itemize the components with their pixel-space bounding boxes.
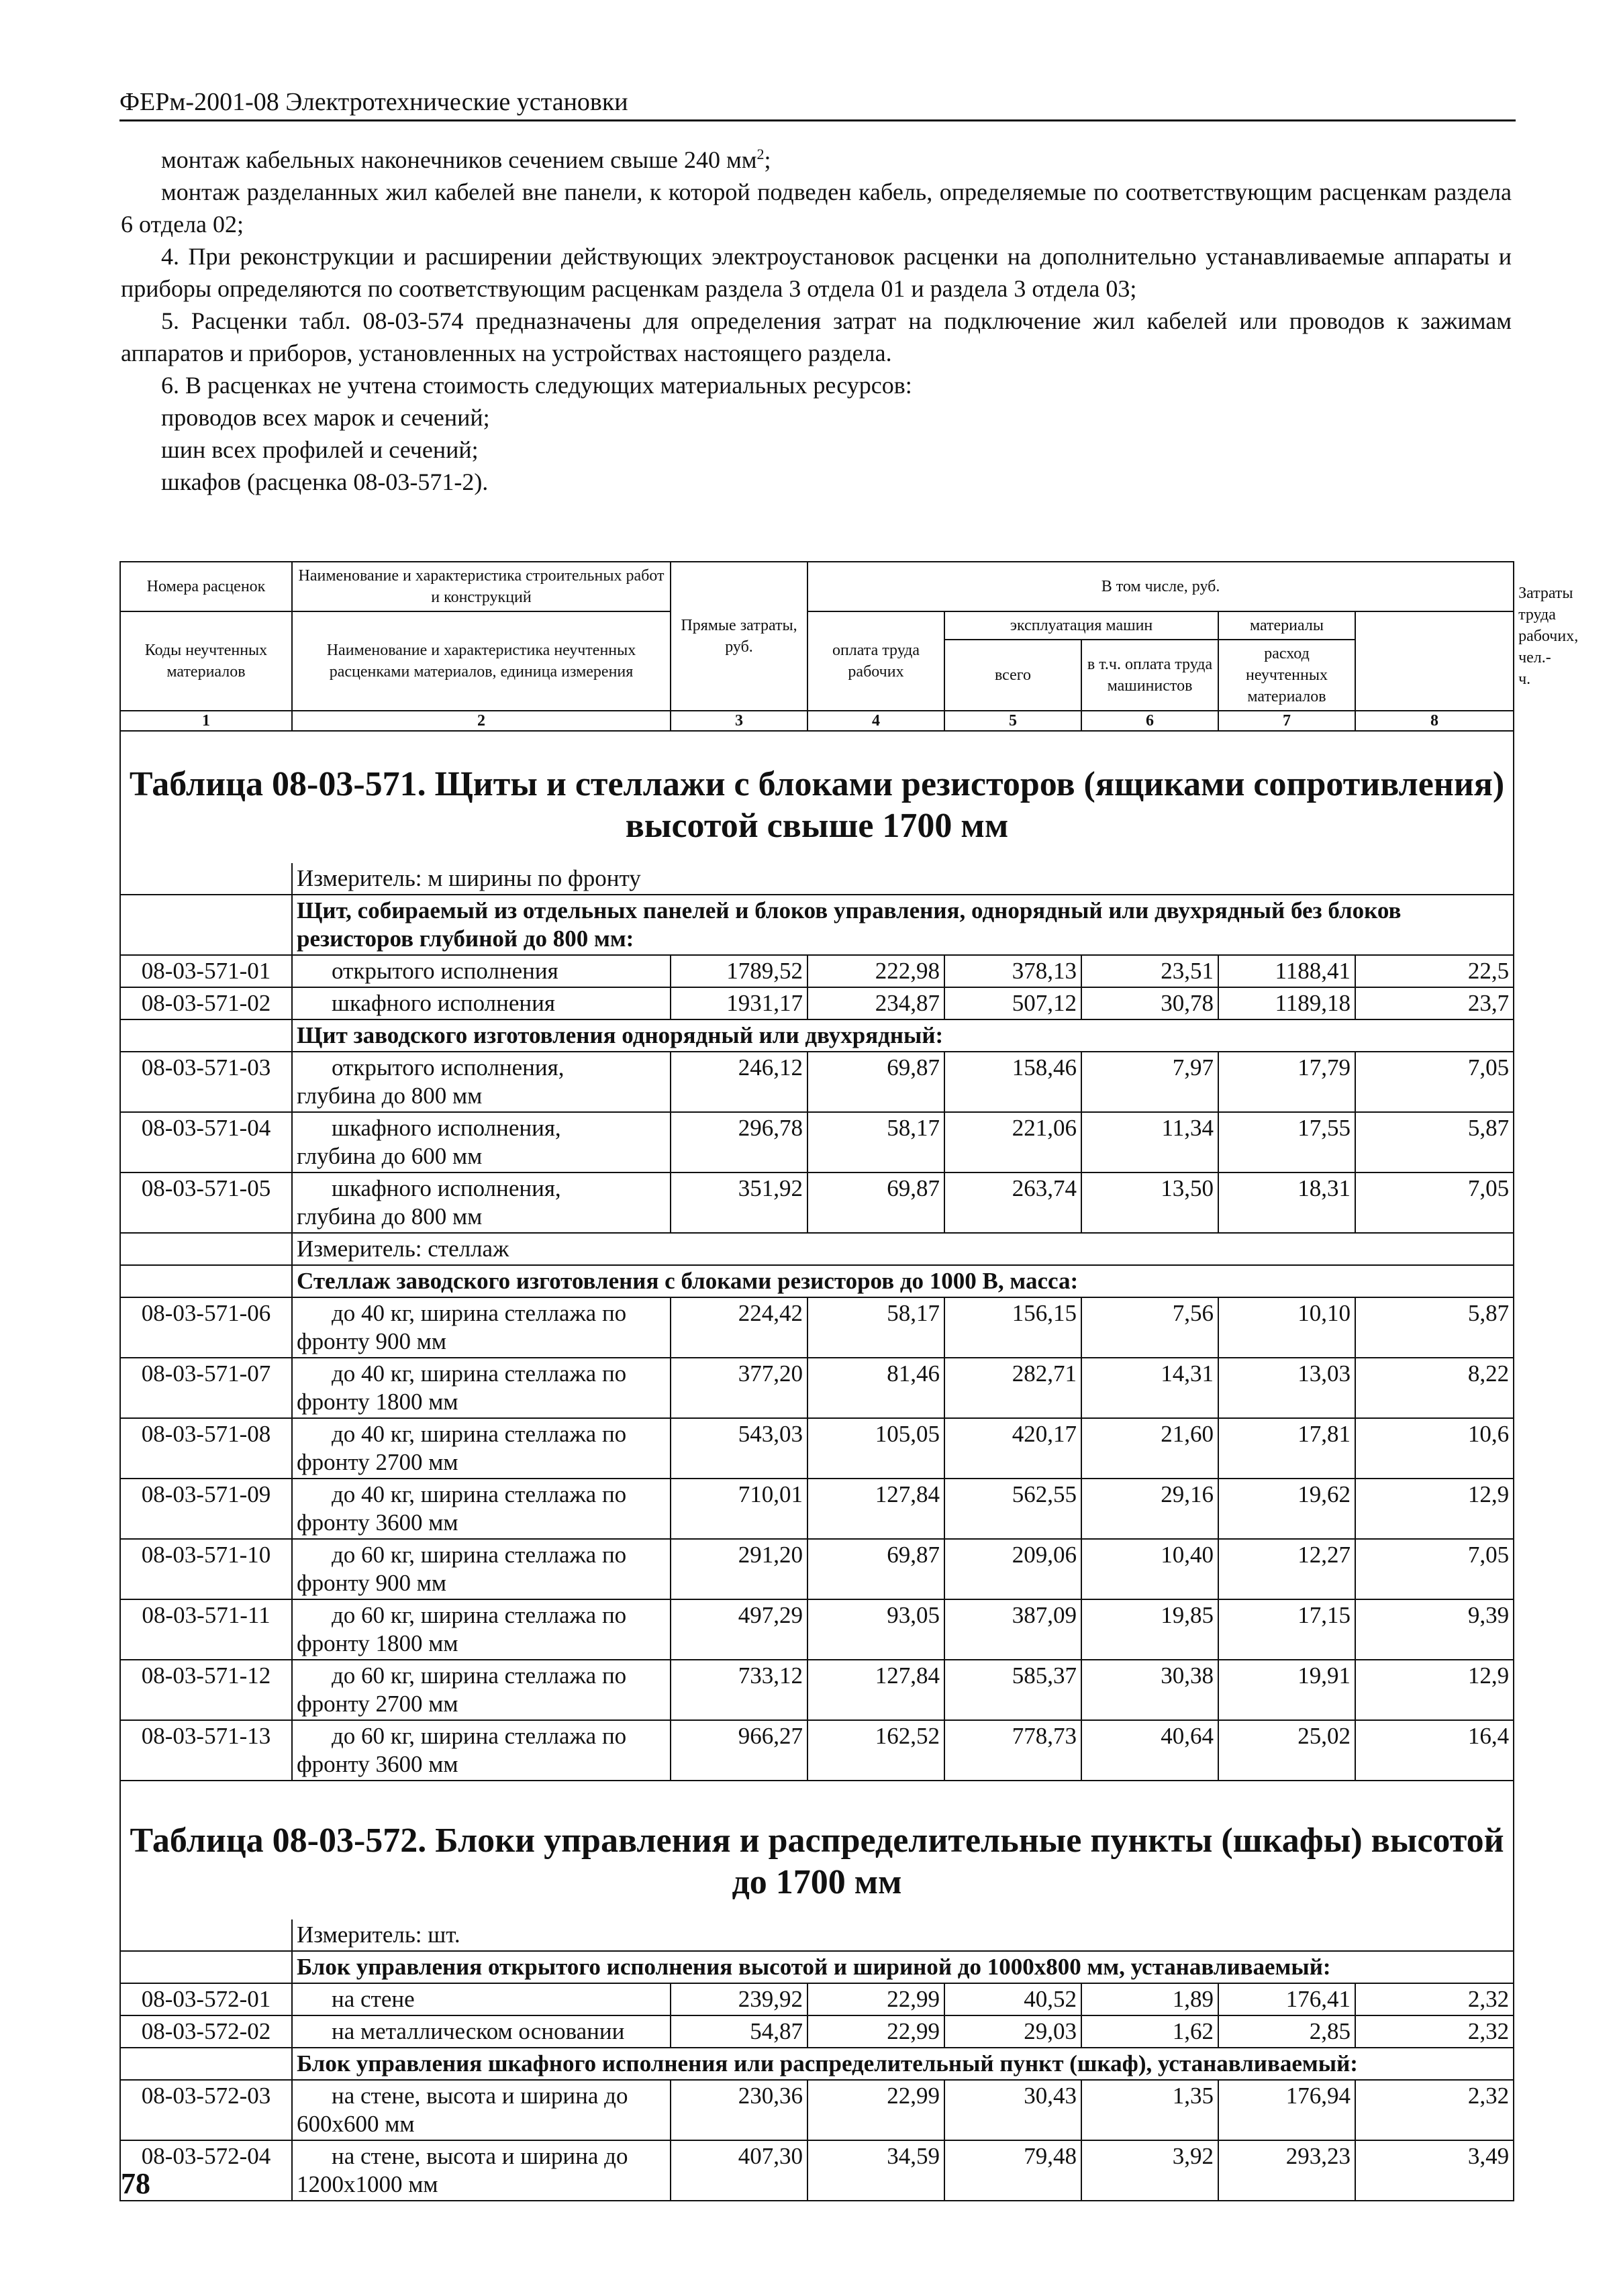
group-571-2: Щит заводского изготовления однорядный или двухрядный:	[292, 1019, 1514, 1052]
rate-value: 127,84	[807, 1479, 944, 1539]
rate-value: 562,55	[944, 1479, 1081, 1539]
rate-name-line1: на стене, высота и ширина до	[332, 2083, 628, 2109]
col-number: 7	[1218, 711, 1355, 731]
rate-value: 58,17	[807, 1112, 944, 1172]
rate-value: 162,52	[807, 1720, 944, 1781]
table-572-title: Таблица 08-03-572. Блоки управления и распределительные пункты (шкафы) высотой до 1700 мм	[130, 1821, 1504, 1901]
col-number: 1	[120, 711, 292, 731]
table-row	[120, 1479, 1514, 1539]
rate-value: 778,73	[944, 1720, 1081, 1781]
rate-value: 158,46	[944, 1052, 1081, 1112]
rate-code: 08-03-571-05	[120, 1172, 292, 1233]
intro-line: 4. При реконструкции и расширении действующих электроустановок расценки на дополнительно устанавливаемые аппараты и приборы определяются по соответствующим расценкам раздела 3 отдела 01 и раздела 3 отдела 03;	[121, 243, 1512, 302]
col-number: 5	[944, 711, 1081, 731]
rate-name-line1: до 40 кг, ширина стеллажа по	[332, 1300, 627, 1326]
rate-value: 19,62	[1218, 1479, 1355, 1539]
rate-value: 34,59	[807, 2140, 944, 2201]
table-row	[120, 1297, 1514, 1358]
rate-value: 246,12	[671, 1052, 807, 1112]
rate-value: 7,05	[1355, 1052, 1514, 1112]
header-materials: материалы	[1218, 611, 1355, 640]
rate-name-line2: глубина до 800 мм	[297, 1083, 483, 1109]
rate-code: 08-03-571-13	[120, 1720, 292, 1781]
header-labor-pay: оплата труда рабочих	[807, 611, 944, 711]
group-571-1: Щит, собираемый из отдельных панелей и блоков управления, однорядный или двухрядный без блоков резисторов глубиной до 800 мм:	[292, 895, 1514, 955]
rate-value: 14,31	[1081, 1358, 1218, 1418]
rate-value: 25,02	[1218, 1720, 1355, 1781]
rate-value: 22,99	[807, 1983, 944, 2015]
table-row	[120, 1112, 1514, 1172]
rate-value: 16,4	[1355, 1720, 1514, 1781]
table-571-title: Таблица 08-03-571. Щиты и стеллажи с блоками резисторов (ящиками сопротивления) высотой свыше 1700 мм	[129, 765, 1505, 845]
rate-value: 585,37	[944, 1660, 1081, 1720]
rate-value: 18,31	[1218, 1172, 1355, 1233]
rate-code: 08-03-571-10	[120, 1539, 292, 1599]
rate-name-line1: до 40 кг, ширина стеллажа по	[332, 1360, 627, 1387]
rate-value: 234,87	[807, 987, 944, 1019]
rate-name-line1: до 60 кг, ширина стеллажа по	[332, 1542, 627, 1568]
table-row	[120, 1052, 1514, 1112]
rate-name: на металлическом основании	[332, 2018, 625, 2044]
rate-code: 08-03-572-04	[120, 2140, 292, 2201]
rate-value: 12,9	[1355, 1660, 1514, 1720]
rate-value: 21,60	[1081, 1418, 1218, 1479]
col-number: 2	[292, 711, 671, 731]
rate-name: открытого исполнения	[332, 958, 558, 984]
rate-name: на стене	[332, 1986, 415, 2012]
rate-code: 08-03-571-04	[120, 1112, 292, 1172]
rate-name-line2: фронту 1800 мм	[297, 1630, 458, 1656]
rate-value: 1789,52	[671, 955, 807, 987]
rate-value: 209,06	[944, 1539, 1081, 1599]
rate-value: 497,29	[671, 1599, 807, 1660]
rate-name-line2: фронту 3600 мм	[297, 1751, 458, 1777]
rate-value: 176,94	[1218, 2080, 1355, 2140]
rate-code: 08-03-572-02	[120, 2015, 292, 2048]
table-row	[120, 2140, 1514, 2201]
measure-572: Измеритель: шт.	[292, 1919, 1514, 1951]
group-571-3: Стеллаж заводского изготовления с блоками резисторов до 1000 В, масса:	[292, 1265, 1514, 1297]
rate-name-line1: до 40 кг, ширина стеллажа по	[332, 1481, 627, 1507]
header-total: всего	[944, 640, 1081, 711]
table-row	[120, 2080, 1514, 2140]
rate-description	[292, 1479, 671, 1539]
rate-value: 12,27	[1218, 1539, 1355, 1599]
rate-value: 12,9	[1355, 1479, 1514, 1539]
rate-name-line1: на стене, высота и ширина до	[332, 2143, 628, 2169]
rate-name-line2: фронту 2700 мм	[297, 1449, 458, 1475]
rate-value: 7,05	[1355, 1172, 1514, 1233]
rate-value: 1,89	[1081, 1983, 1218, 2015]
rate-value: 79,48	[944, 2140, 1081, 2201]
rate-value: 127,84	[807, 1660, 944, 1720]
table-row	[120, 2015, 1514, 2048]
rate-code: 08-03-571-01	[120, 955, 292, 987]
rate-description	[292, 987, 671, 1019]
page-header: ФЕРм-2001-08 Электротехнические установки	[119, 87, 1516, 121]
rate-name-line1: открытого исполнения,	[332, 1054, 565, 1081]
rate-description	[292, 1052, 671, 1112]
rate-code: 08-03-572-03	[120, 2080, 292, 2140]
rate-description	[292, 1599, 671, 1660]
rate-value: 17,55	[1218, 1112, 1355, 1172]
rate-code: 08-03-572-01	[120, 1983, 292, 2015]
rate-value: 23,51	[1081, 955, 1218, 987]
rate-code: 08-03-571-09	[120, 1479, 292, 1539]
rate-description	[292, 1297, 671, 1358]
table-row	[120, 1599, 1514, 1660]
rate-value: 176,41	[1218, 1983, 1355, 2015]
rate-name-line1: до 60 кг, ширина стеллажа по	[332, 1723, 627, 1749]
rate-value: 13,03	[1218, 1358, 1355, 1418]
rate-value: 7,97	[1081, 1052, 1218, 1112]
table-row	[120, 1660, 1514, 1720]
rate-value: 81,46	[807, 1358, 944, 1418]
rate-name-line1: до 60 кг, ширина стеллажа по	[332, 1662, 627, 1689]
intro-line: 5. Расценки табл. 08-03-574 предназначены для определения затрат на подключение жил кабелей или проводов к зажимам аппаратов и приборов, установленных на устройствах настоящего раздела.	[121, 307, 1512, 366]
rate-name-line2: фронту 900 мм	[297, 1570, 447, 1596]
rate-value: 263,74	[944, 1172, 1081, 1233]
rate-name: шкафного исполнения	[332, 990, 555, 1016]
rate-value: 1188,41	[1218, 955, 1355, 987]
rate-description	[292, 1358, 671, 1418]
rate-value: 22,99	[807, 2080, 944, 2140]
rate-name-line1: шкафного исполнения,	[332, 1175, 561, 1201]
col-number: 8	[1355, 711, 1514, 731]
group-572-1: Блок управления открытого исполнения высотой и шириной до 1000х800 мм, устанавливаемый:	[292, 1951, 1514, 1983]
rate-value: 282,71	[944, 1358, 1081, 1418]
rate-code: 08-03-571-11	[120, 1599, 292, 1660]
table-row	[120, 1983, 1514, 2015]
rate-value: 966,27	[671, 1720, 807, 1781]
header-including: В том числе, руб.	[807, 562, 1514, 611]
rate-value: 3,92	[1081, 2140, 1218, 2201]
rate-description	[292, 1660, 671, 1720]
rate-value: 156,15	[944, 1297, 1081, 1358]
rate-value: 2,32	[1355, 2015, 1514, 2048]
header-rate-numbers: Номера расценок	[120, 562, 292, 611]
rate-value: 10,10	[1218, 1297, 1355, 1358]
rate-value: 3,49	[1355, 2140, 1514, 2201]
rate-value: 22,99	[807, 2015, 944, 2048]
rate-value: 291,20	[671, 1539, 807, 1599]
rate-value: 29,16	[1081, 1479, 1218, 1539]
rate-name-line2: 1200х1000 мм	[297, 2171, 438, 2197]
rate-description	[292, 1539, 671, 1599]
rate-value: 19,85	[1081, 1599, 1218, 1660]
rate-value: 378,13	[944, 955, 1081, 987]
rates-table: Номера расценок Наименование и характеристика строительных работ и конструкций Прямые затраты, руб. В том числе, руб. Затраты труда рабочих, чел.-ч. Коды неучтенных материалов Наименование и характеристика неучтенных расценками материалов, единица измерения оплата труда рабочих эксплуатация машин материалы всего в т.ч. оплата труда машинистов расход неучтенных материалов 1 2 3 4 5 6 7 8 Таблица 08-03-571. Щиты и стеллажи с блоками резисторов (ящиками сопротивления) высотой свыше 1700 мм Измеритель: м ширины по фронту Щит, собираемый из отдельных панелей и блоков управления, однорядный или двухрядный без блоков резисторов глубиной до 800 мм: 08-03-571-01 открытого исполнения 1789,52 222,98 378,13 23,51 1188,41 22,5 08-03-571-02 шкафного исполнения 1931,17 234,87 507,12 30,78 1189,18 23,7 Щит заводского изготовления однорядный или двухрядный: 08-03-571-03 открытого исполнения, глубина до 800 мм 246,12 69,87 158,46 7,97 17,79 7,05 08-03-571-04 шкафного исполнения, глубина до 600 мм 296,78 58,17 221,06 11,34 17,55 5,87 08-03-571-05 шкафного исполнения, глубина до 800 мм 351,92 69,87 263,74 13,50 18,31 7,05 Измеритель: стеллаж Стеллаж заводского изготовления с блоками резисторов до 1000 В, масса: 08-03-571-06 до 40 кг, ширина стеллажа по фронту 900 мм 224,42 58,17 156,15 7,56 10,10 5,87 08-03-571-07 до 40 кг, ширина стеллажа по фронту 1800 мм 377,20 81,46 282,71 14,31 13,03 8,22 08-03-571-08 до 40 кг, ширина стеллажа по фронту 2700 мм 543,03 105,05 420,17 21,60 17,81 10,6 08-03-571-09 до 40 кг, ширина стеллажа по фронту 3600 мм 710,01 127,84 562,55 29,16 19,62 12,9 08-03-571-10 до 60 кг, ширина стеллажа по фронту 900 мм 291,20 69,87 209,06 10,40 12,27 7,05 08-03-571-11 до 60 кг, ширина стеллажа по фронту 1800 мм 497,29 93,05 387,09 19,85 17,15 9,39 08-03-571-12 до 60 кг, ширина стеллажа по фронту 2700 мм 733,12 127,84 585,37 30,38 19,91 12,9 08-03-571-13 до 60 кг, ширина стеллажа по фронту 3600 мм 966,27 162,52 778,73 40,64 25,02 16,4 Таблица 08-03-572. Блоки управления и распределительные пункты (шкафы) высотой до 1700 мм Измеритель: шт. Блок управления открытого исполнения высотой и шириной до 1000х800 мм, устанавливаемый: 08-03-572-01 на стене 239,92 22,99 40,52 1,89 176,41 2,32 08-03-572-02 на металлическом основании 54,87 22,99 29,03 1,62 2,85 2,32 Блок управления шкафного исполнения или распределительный пункт (шкаф), устанавливаемый: 08-03-572-03 на стене, высота и ширина до 600х600 мм 230,36 22,99 30,43 1,35 176,94 2,32 08-03-572-04 на стене, высота и ширина до 1200х1000 мм 407,30 34,59 79,48 3,92 293,23 3,49	[119, 561, 1514, 2201]
rate-value: 407,30	[671, 2140, 807, 2201]
rate-value: 17,15	[1218, 1599, 1355, 1660]
rate-value: 17,79	[1218, 1052, 1355, 1112]
rate-description	[292, 2015, 671, 2048]
rate-value: 10,40	[1081, 1539, 1218, 1599]
rate-value: 224,42	[671, 1297, 807, 1358]
rate-value: 5,87	[1355, 1297, 1514, 1358]
col-number: 4	[807, 711, 944, 731]
rate-value: 1,35	[1081, 2080, 1218, 2140]
rate-value: 293,23	[1218, 2140, 1355, 2201]
header-material-name: Наименование и характеристика неучтенных расценками материалов, единица измерения	[292, 611, 671, 711]
rate-value: 40,64	[1081, 1720, 1218, 1781]
table-row	[120, 1539, 1514, 1599]
header-machinist-pay: в т.ч. оплата труда машинистов	[1081, 640, 1218, 711]
rate-value: 387,09	[944, 1599, 1081, 1660]
intro-line: монтаж разделанных жил кабелей вне панели, к которой подведен кабель, определяемые по соответствующим расценкам раздела 6 отдела 02;	[121, 179, 1512, 238]
rate-name-line2: фронту 3600 мм	[297, 1509, 458, 1536]
rate-name-line1: шкафного исполнения,	[332, 1115, 561, 1141]
rate-description	[292, 1172, 671, 1233]
rate-value: 17,81	[1218, 1418, 1355, 1479]
table-row	[120, 955, 1514, 987]
header-work-name: Наименование и характеристика строительных работ и конструкций	[292, 562, 671, 611]
rate-code: 08-03-571-03	[120, 1052, 292, 1112]
rate-description	[292, 1983, 671, 2015]
intro-line: 6. В расценках не учтена стоимость следующих материальных ресурсов:	[161, 372, 912, 399]
rate-value: 105,05	[807, 1418, 944, 1479]
rate-value: 5,87	[1355, 1112, 1514, 1172]
rate-value: 40,52	[944, 1983, 1081, 2015]
rate-name-line2: глубина до 600 мм	[297, 1143, 483, 1169]
rate-value: 2,85	[1218, 2015, 1355, 2048]
page-number: 78	[121, 2167, 150, 2200]
rate-value: 1931,17	[671, 987, 807, 1019]
measure-571-a: Измеритель: м ширины по фронту	[292, 863, 1514, 895]
table-row	[120, 1418, 1514, 1479]
rate-value: 11,34	[1081, 1112, 1218, 1172]
rate-name-line1: до 60 кг, ширина стеллажа по	[332, 1602, 627, 1628]
intro-line: шин всех профилей и сечений;	[161, 436, 479, 463]
rate-code: 08-03-571-12	[120, 1660, 292, 1720]
measure-571-b: Измеритель: стеллаж	[292, 1233, 1514, 1265]
rate-value: 239,92	[671, 1983, 807, 2015]
rate-code: 08-03-571-02	[120, 987, 292, 1019]
rate-value: 710,01	[671, 1479, 807, 1539]
rate-description	[292, 1720, 671, 1781]
table-row	[120, 1358, 1514, 1418]
rate-description	[292, 1418, 671, 1479]
col-number: 6	[1081, 711, 1218, 731]
group-572-2: Блок управления шкафного исполнения или распределительный пункт (шкаф), устанавливаемый:	[292, 2048, 1514, 2080]
rate-code: 08-03-571-06	[120, 1297, 292, 1358]
rate-value: 296,78	[671, 1112, 807, 1172]
rate-value: 7,05	[1355, 1539, 1514, 1599]
rate-value: 19,91	[1218, 1660, 1355, 1720]
table-row	[120, 987, 1514, 1019]
rate-value: 29,03	[944, 2015, 1081, 2048]
rate-name-line1: до 40 кг, ширина стеллажа по	[332, 1421, 627, 1447]
rate-value: 377,20	[671, 1358, 807, 1418]
intro-line: проводов всех марок и сечений;	[161, 404, 490, 431]
rate-value: 54,87	[671, 2015, 807, 2048]
rate-value: 9,39	[1355, 1599, 1514, 1660]
rate-code: 08-03-571-08	[120, 1418, 292, 1479]
table-row	[120, 1172, 1514, 1233]
rate-value: 420,17	[944, 1418, 1081, 1479]
rate-code: 08-03-571-07	[120, 1358, 292, 1418]
rate-value: 222,98	[807, 955, 944, 987]
header-material-codes: Коды неучтенных материалов	[120, 611, 292, 711]
rate-value: 543,03	[671, 1418, 807, 1479]
rate-value: 69,87	[807, 1172, 944, 1233]
rate-value: 7,56	[1081, 1297, 1218, 1358]
rate-value: 69,87	[807, 1052, 944, 1112]
rate-value: 23,7	[1355, 987, 1514, 1019]
rate-name-line2: фронту 1800 мм	[297, 1389, 458, 1415]
rate-value: 8,22	[1355, 1358, 1514, 1418]
rate-value: 351,92	[671, 1172, 807, 1233]
rate-value: 230,36	[671, 2080, 807, 2140]
rate-value: 22,5	[1355, 955, 1514, 987]
rate-description	[292, 2080, 671, 2140]
rate-value: 2,32	[1355, 2080, 1514, 2140]
header-direct-costs: Прямые затраты, руб.	[671, 562, 807, 711]
header-unaccounted: расход неучтенных материалов	[1218, 640, 1355, 711]
table-row	[120, 1720, 1514, 1781]
rate-description	[292, 2140, 671, 2201]
rate-name-line2: глубина до 800 мм	[297, 1203, 483, 1230]
rate-description	[292, 955, 671, 987]
rate-name-line2: фронту 2700 мм	[297, 1691, 458, 1717]
intro-text	[121, 144, 1512, 498]
rate-value: 2,32	[1355, 1983, 1514, 2015]
rate-description	[292, 1112, 671, 1172]
rate-value: 69,87	[807, 1539, 944, 1599]
rate-name-line2: 600х600 мм	[297, 2111, 415, 2137]
rate-value: 13,50	[1081, 1172, 1218, 1233]
rate-name-line2: фронту 900 мм	[297, 1328, 447, 1354]
rate-value: 30,43	[944, 2080, 1081, 2140]
intro-line: монтаж кабельных наконечников сечением свыше 240 $мм^2$;	[161, 146, 771, 173]
rate-value: 30,78	[1081, 987, 1218, 1019]
rate-value: 1,62	[1081, 2015, 1218, 2048]
rate-value: 93,05	[807, 1599, 944, 1660]
col-number: 3	[671, 711, 807, 731]
rate-value: 733,12	[671, 1660, 807, 1720]
rate-value: 30,38	[1081, 1660, 1218, 1720]
intro-line: шкафов (расценка 08-03-571-2).	[161, 468, 489, 495]
rate-value: 58,17	[807, 1297, 944, 1358]
rate-value: 1189,18	[1218, 987, 1355, 1019]
header-machines: эксплуатация машин	[944, 611, 1218, 640]
rate-value: 10,6	[1355, 1418, 1514, 1479]
rate-value: 507,12	[944, 987, 1081, 1019]
rate-value: 221,06	[944, 1112, 1081, 1172]
